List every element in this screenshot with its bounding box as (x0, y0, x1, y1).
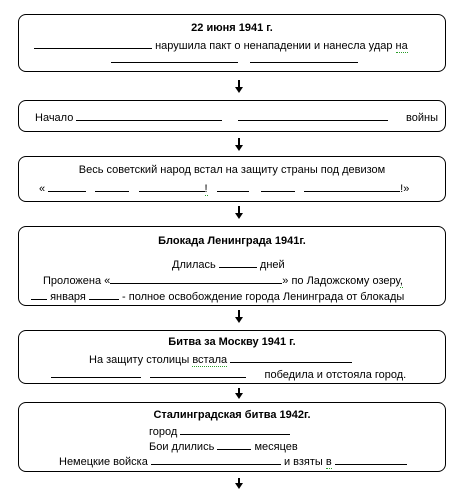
box-line: Весь советский народ встал на защиту страны под девизом (78, 164, 386, 176)
fill-blank[interactable] (335, 454, 407, 465)
event-box-leningrad (18, 226, 446, 306)
fill-blank[interactable] (51, 367, 141, 378)
box-line: Проложена « » по Ладожскому озеру, (43, 275, 403, 287)
fill-blank[interactable] (304, 181, 400, 192)
box-title: Сталинградская битва 1942г. (153, 409, 311, 421)
fill-blank[interactable] (261, 181, 295, 192)
box-title: Блокада Ленинграда 1941г. (158, 235, 306, 247)
event-box-stalingrad (18, 402, 446, 472)
event-box-motto (18, 156, 446, 202)
fill-blank[interactable] (139, 181, 205, 192)
fill-blank[interactable] (219, 257, 257, 268)
event-box-june-22 (18, 14, 446, 72)
box-line (111, 52, 358, 67)
fill-blank[interactable] (230, 352, 352, 363)
box-line: Длилась дней (172, 259, 285, 271)
fill-blank[interactable] (217, 439, 251, 450)
box-line: Бои длились месяцев (149, 441, 298, 453)
fill-blank[interactable] (95, 181, 129, 192)
fill-blank[interactable] (151, 454, 281, 465)
fill-blank[interactable] (48, 181, 86, 192)
event-box-war-start (18, 100, 446, 132)
fill-blank[interactable] (34, 38, 152, 49)
box-line: Немецкие войска и взяты в (59, 454, 407, 469)
event-box-moscow (18, 330, 446, 384)
fill-blank[interactable] (76, 110, 222, 121)
box-title: 22 июня 1941 г. (191, 22, 273, 34)
fill-blank[interactable] (180, 424, 290, 435)
fill-blank[interactable] (238, 110, 388, 121)
fill-blank[interactable] (111, 52, 238, 63)
box-title: Битва за Москву 1941 г. (168, 336, 296, 348)
box-line: нарушила пакт о ненападении и нанесла удар на (34, 38, 408, 53)
box-line: город (149, 424, 290, 439)
box-line: января - полное освобождение города Ленинграда от блокады (31, 289, 404, 304)
fill-blank[interactable] (150, 367, 246, 378)
box-line: На защиту столицы встала (89, 352, 352, 367)
fill-blank[interactable] (110, 273, 282, 284)
fill-blank[interactable] (250, 52, 358, 63)
box-line: « ! !» (39, 183, 410, 195)
fill-blank[interactable] (217, 181, 249, 192)
fill-blank[interactable] (31, 289, 47, 300)
box-line: Начало войны (35, 112, 438, 124)
fill-blank[interactable] (89, 289, 119, 300)
box-line: победила и отстояла город. (51, 367, 406, 382)
